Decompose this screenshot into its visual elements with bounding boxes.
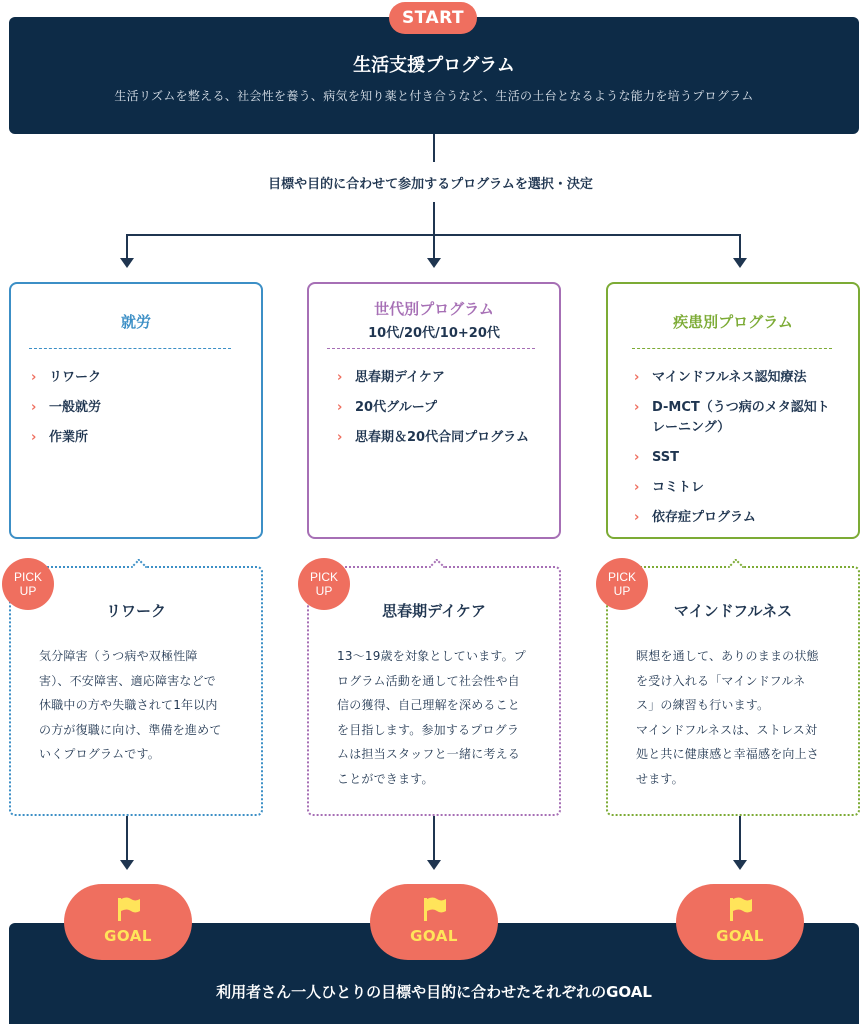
list-item: › 20代グループ bbox=[335, 398, 555, 418]
start-badge: START bbox=[389, 2, 477, 34]
arrow-down-icon bbox=[427, 258, 441, 268]
program-header bbox=[9, 17, 859, 134]
goal-label: GOAL bbox=[410, 927, 458, 945]
pickup-rework bbox=[9, 566, 263, 816]
chevron-right-icon: › bbox=[337, 370, 343, 385]
chevron-right-icon: › bbox=[337, 400, 343, 415]
flag-icon bbox=[727, 896, 753, 922]
list-item: › D-MCT（うつ病のメタ認知ト レーニング） bbox=[634, 400, 830, 435]
goal-label: GOAL bbox=[716, 927, 764, 945]
pickup-mindfulness bbox=[606, 566, 860, 816]
pickup-notch bbox=[728, 559, 745, 576]
goal-badge bbox=[64, 884, 192, 960]
pickup-title: リワーク bbox=[105, 602, 166, 620]
category-title: 疾患別プログラム bbox=[673, 313, 793, 331]
chevron-right-icon: › bbox=[634, 400, 640, 415]
list-item: › 思春期デイケア bbox=[335, 368, 555, 388]
category-title: 就労 bbox=[120, 313, 151, 331]
select-label-text: 目標や目的に合わせて参加するプログラムを選択・決定 bbox=[262, 177, 599, 192]
program-subtitle: 生活リズムを整える、社会性を養う、病気を知り薬と付き合うなど、生活の土台となるような能力を培うプログラム bbox=[114, 89, 754, 103]
list-item: › 一般就労 bbox=[29, 398, 249, 418]
category-title: 世代別プログラム bbox=[374, 300, 494, 318]
category-disease bbox=[606, 282, 860, 539]
pickup-badge: PICK UP bbox=[298, 558, 350, 610]
pickup-badge: PICK UP bbox=[596, 558, 648, 610]
flag-icon bbox=[421, 896, 447, 922]
pickup-description: 瞑想を通して、ありのままの状態 を受け入れる「マインドフルネ ス」の練習も行います。 マインドフルネスは、ストレス対 処と共に健康感と幸福感を向上さ せます。 bbox=[636, 649, 820, 786]
pickup-description: 13〜19歳を対象としています。プ ログラム活動を通して社会性や自 信の獲得、自己理解を深めること を目指します。参加するプログラ ムは担当スタッフと一緒に考える ことができます。 bbox=[337, 649, 526, 786]
arrow-down-icon bbox=[733, 258, 747, 268]
connector-line bbox=[433, 134, 435, 162]
goal-label: GOAL bbox=[104, 927, 152, 945]
list-item: › 依存症プログラム bbox=[632, 508, 858, 528]
pickup-adolescent-daycare bbox=[307, 566, 561, 816]
connector-line bbox=[739, 234, 741, 258]
connector-line bbox=[126, 234, 128, 258]
list-item: › マインドフルネス認知療法 bbox=[632, 368, 858, 388]
connector-line bbox=[433, 234, 435, 258]
goal-badge bbox=[370, 884, 498, 960]
pickup-description: 気分障害（うつ病や双極性障 害）、不安障害、適応障害などで 休職中の方や失職されて1年以内 の方が復職に向け、準備を進めて いくプログラムです。 bbox=[39, 649, 222, 761]
flag-icon bbox=[115, 896, 141, 922]
divider bbox=[29, 348, 231, 349]
arrow-down-icon bbox=[120, 860, 134, 870]
arrow-down-icon bbox=[427, 860, 441, 870]
chevron-right-icon: › bbox=[634, 370, 640, 385]
list-item: › リワーク bbox=[29, 368, 249, 388]
goal-badge bbox=[676, 884, 804, 960]
pickup-title: マインドフルネス bbox=[673, 602, 793, 620]
category-subtitle: 10代/20代/10+20代 bbox=[368, 326, 500, 341]
divider bbox=[632, 348, 832, 349]
list-item: › SST bbox=[632, 448, 858, 468]
chevron-right-icon: › bbox=[634, 480, 640, 495]
connector-line bbox=[126, 816, 128, 860]
pickup-badge: PICK UP bbox=[2, 558, 54, 610]
pickup-notch bbox=[131, 559, 148, 576]
chevron-right-icon: › bbox=[31, 430, 37, 445]
chevron-right-icon: › bbox=[31, 370, 37, 385]
list-item: › 思春期＆20代合同プログラム bbox=[335, 428, 555, 448]
chevron-right-icon: › bbox=[31, 400, 37, 415]
chevron-right-icon: › bbox=[634, 450, 640, 465]
chevron-right-icon: › bbox=[337, 430, 343, 445]
arrow-down-icon bbox=[733, 860, 747, 870]
connector-line bbox=[433, 202, 435, 235]
arrow-down-icon bbox=[120, 258, 134, 268]
list-item: › コミトレ bbox=[632, 478, 858, 498]
chevron-right-icon: › bbox=[634, 510, 640, 525]
program-title: 生活支援プログラム bbox=[353, 55, 515, 76]
category-generation bbox=[307, 282, 561, 539]
connector-line bbox=[739, 816, 741, 860]
select-label bbox=[0, 173, 861, 192]
connector-line bbox=[433, 816, 435, 860]
goal-footer-text: 利用者さん一人ひとりの目標や目的に合わせたそれぞれのGOAL bbox=[216, 983, 652, 1001]
category-employment bbox=[9, 282, 263, 539]
list-item: › 作業所 bbox=[29, 428, 249, 448]
divider bbox=[327, 348, 535, 349]
pickup-notch bbox=[429, 559, 446, 576]
pickup-title: 思春期デイケア bbox=[382, 602, 486, 620]
